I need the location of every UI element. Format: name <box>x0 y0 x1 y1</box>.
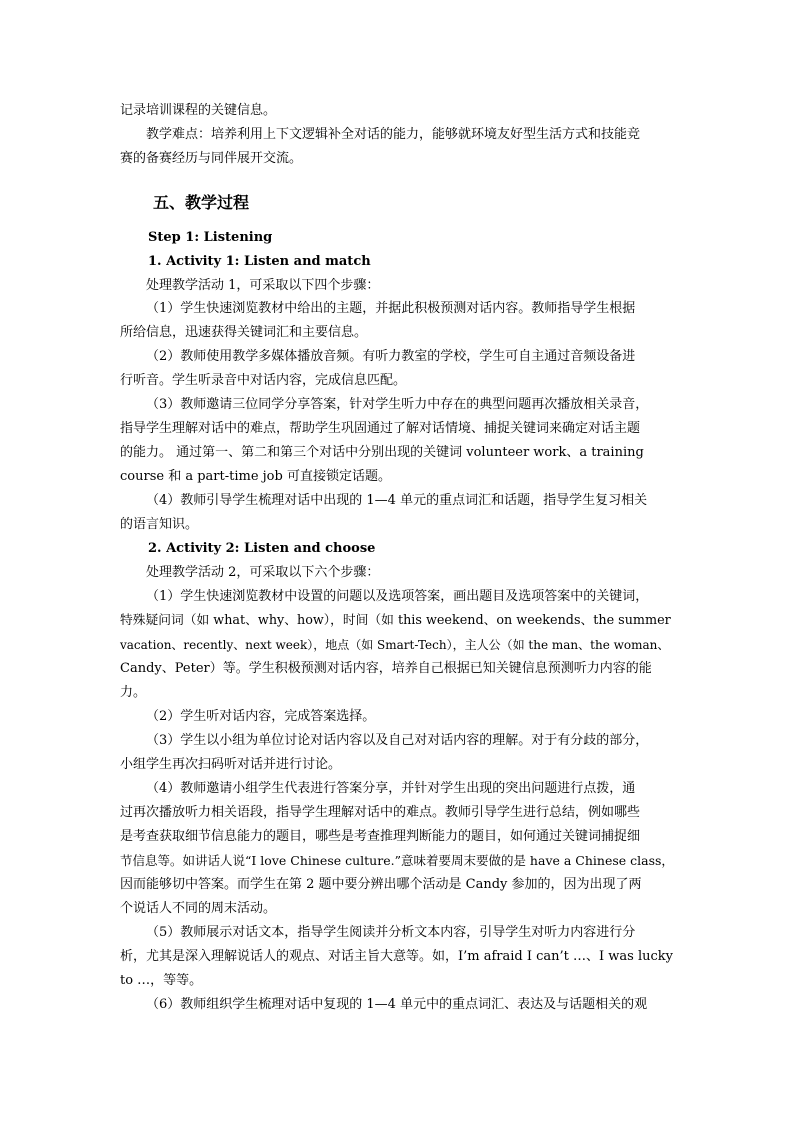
paragraph-line: 个说话人不同的周末活动。 <box>120 901 277 916</box>
paragraph-line: 行听音。学生听录音中对话内容，完成信息匹配。 <box>120 373 407 388</box>
paragraph-line: course 和 a part-time job 可直接锁定话题。 <box>120 469 391 484</box>
paragraph-line: （3）教师邀请三位同学分享答案，针对学生听力中存在的典型问题再次播放相关录音， <box>146 397 649 412</box>
paragraph-line: 析，尤其是深入理解说话人的观点、对话主旨大意等。如，I’m afraid I can’t …、I was lucky <box>120 949 674 964</box>
paragraph-line: （4）教师邀请小组学生代表进行答案分享，并针对学生出现的突出问题进行点拨，通 <box>146 781 636 796</box>
paragraph-line: 的能力。 通过第一、第二和第三个对话中分别出现的关键词 volunteer work、a training <box>120 445 644 460</box>
paragraph-line: vacation、recently、next week），地点（如 Smart-Tech），主人公（如 the man、the woman、 <box>120 638 670 652</box>
paragraph-line: 是考查获取细节信息能力的题目，哪些是考查推理判断能力的题目，如何通过关键词捕捉细 <box>120 829 641 844</box>
paragraph-line: （2）学生听对话内容，完成答案选择。 <box>146 709 376 724</box>
paragraph-line: 记录培训课程的关键信息。 <box>120 103 277 118</box>
activity-heading: 2. Activity 2: Listen and choose <box>148 541 376 556</box>
activity-heading: 1. Activity 1: Listen and match <box>148 254 371 269</box>
paragraph-line: 节信息等。如讲话人说“I love Chinese culture.”意味着要周末要做的是 have a Chinese class， <box>120 853 674 868</box>
paragraph-line: 教学难点：培养利用上下文逻辑补全对话的能力，能够就环境友好型生活方式和技能竞 <box>146 127 641 142</box>
section-heading: 五、教学过程 <box>153 193 250 212</box>
step-heading: Step 1: Listening <box>148 230 273 245</box>
paragraph-line: （5）教师展示对话文本，指导学生阅读并分析文本内容，引导学生对听力内容进行分 <box>146 925 636 940</box>
paragraph-line: 力。 <box>120 685 147 700</box>
paragraph-line: （2）教师使用教学多媒体播放音频。有听力教室的学校，学生可自主通过音频设备进 <box>146 349 636 364</box>
paragraph-line: 指导学生理解对话中的难点，帮助学生巩固通过了解对话情境、捕捉关键词来确定对话主题 <box>120 421 641 436</box>
paragraph-line: 处理教学活动 1，可采取以下四个步骤： <box>146 278 380 293</box>
paragraph-line: 的语言知识。 <box>120 517 199 532</box>
paragraph-line: 特殊疑问词（如 what、why、how），时间（如 this weekend、on weekends、the summer <box>120 613 671 628</box>
paragraph-line: 小组学生再次扫码听对话并进行讨论。 <box>120 757 342 772</box>
paragraph-line: Candy、Peter）等。学生积极预测对话内容，培养自己根据已知关键信息预测听力内容的能 <box>120 661 652 676</box>
paragraph-line: 赛的备赛经历与同伴展开交流。 <box>120 151 303 166</box>
paragraph-line: 处理教学活动 2，可采取以下六个步骤： <box>146 565 380 580</box>
paragraph-line: （1）学生快速浏览教材中设置的问题以及选项答案，画出题目及选项答案中的关键词， <box>146 589 649 604</box>
paragraph-line: （3）学生以小组为单位讨论对话内容以及自己对对话内容的理解。对于有分歧的部分， <box>146 733 649 748</box>
paragraph-line: （6）教师组织学生梳理对话中复现的 1—4 单元中的重点词汇、表达及与话题相关的观 <box>146 997 648 1012</box>
paragraph-line: 过再次播放听力相关语段，指导学生理解对话中的难点。教师引导学生进行总结，例如哪些 <box>120 805 641 820</box>
paragraph-line: to …，等等。 <box>120 973 203 988</box>
paragraph-line: （1）学生快速浏览教材中给出的主题，并据此积极预测对话内容。教师指导学生根据 <box>146 301 636 316</box>
paragraph-line: （4）教师引导学生梳理对话中出现的 1—4 单元的重点词汇和话题，指导学生复习相关 <box>146 493 648 508</box>
paragraph-line: 所给信息，迅速获得关键词汇和主要信息。 <box>120 325 368 340</box>
paragraph-line: 因而能够切中答案。而学生在第 2 题中要分辨出哪个活动是 Candy 参加的，因为出现了两 <box>120 877 642 892</box>
